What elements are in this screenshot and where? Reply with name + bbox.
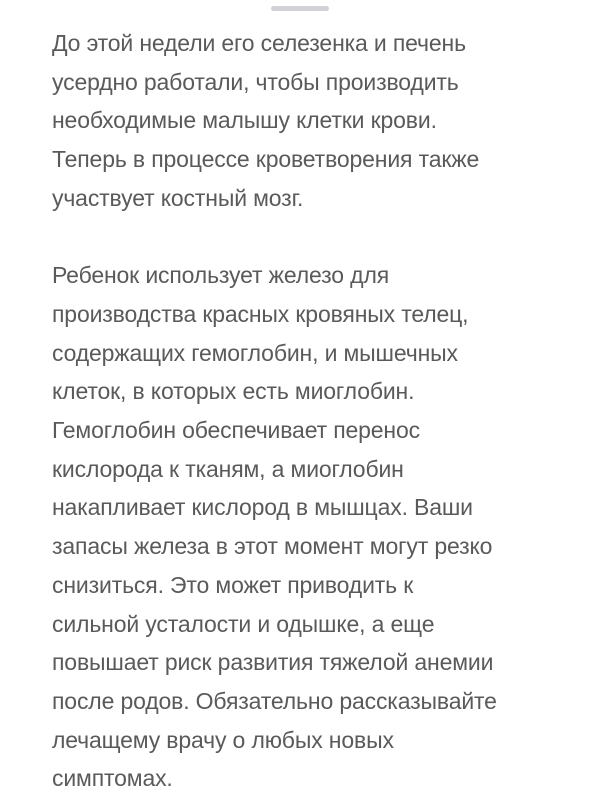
text-line: кислорода к тканям, а миоглобин <box>52 455 404 482</box>
text-line: необходимые малышу клетки крови. <box>52 107 437 134</box>
text-line: накапливает кислород в мышцах. Ваши <box>52 494 473 521</box>
text-line: сильной усталости и одышке, а еще <box>52 610 435 637</box>
text-line: снизиться. Это может приводить к <box>52 571 414 598</box>
text-line: содержащих гемоглобин, и мышечных <box>52 339 458 366</box>
text-line: после родов. Обязательно рассказывайте <box>52 687 497 714</box>
sheet-grabber-handle[interactable] <box>271 6 329 11</box>
paragraph-1 <box>52 24 572 218</box>
text-line: Ребенок использует железо для <box>52 262 390 289</box>
paragraph-gap <box>52 218 572 257</box>
text-line: симптомах. <box>52 765 173 792</box>
article-text <box>52 24 572 798</box>
text-line: усердно работали, чтобы производить <box>52 68 459 95</box>
text-line: повышает риск развития тяжелой анемии <box>52 649 494 676</box>
text-line: участвует костный мозг. <box>52 184 304 211</box>
paragraph-2 <box>52 256 572 798</box>
text-line: лечащему врачу о любых новых <box>52 726 394 753</box>
text-line: запасы железа в этот момент могут резко <box>52 533 493 560</box>
text-line: Гемоглобин обеспечивает перенос <box>52 417 420 444</box>
text-line: Теперь в процессе кроветворения также <box>52 146 480 173</box>
text-line: клеток, в которых есть миоглобин. <box>52 378 415 405</box>
text-line: производства красных кровяных телец, <box>52 300 469 327</box>
text-line: До этой недели его селезенка и печень <box>52 30 466 56</box>
